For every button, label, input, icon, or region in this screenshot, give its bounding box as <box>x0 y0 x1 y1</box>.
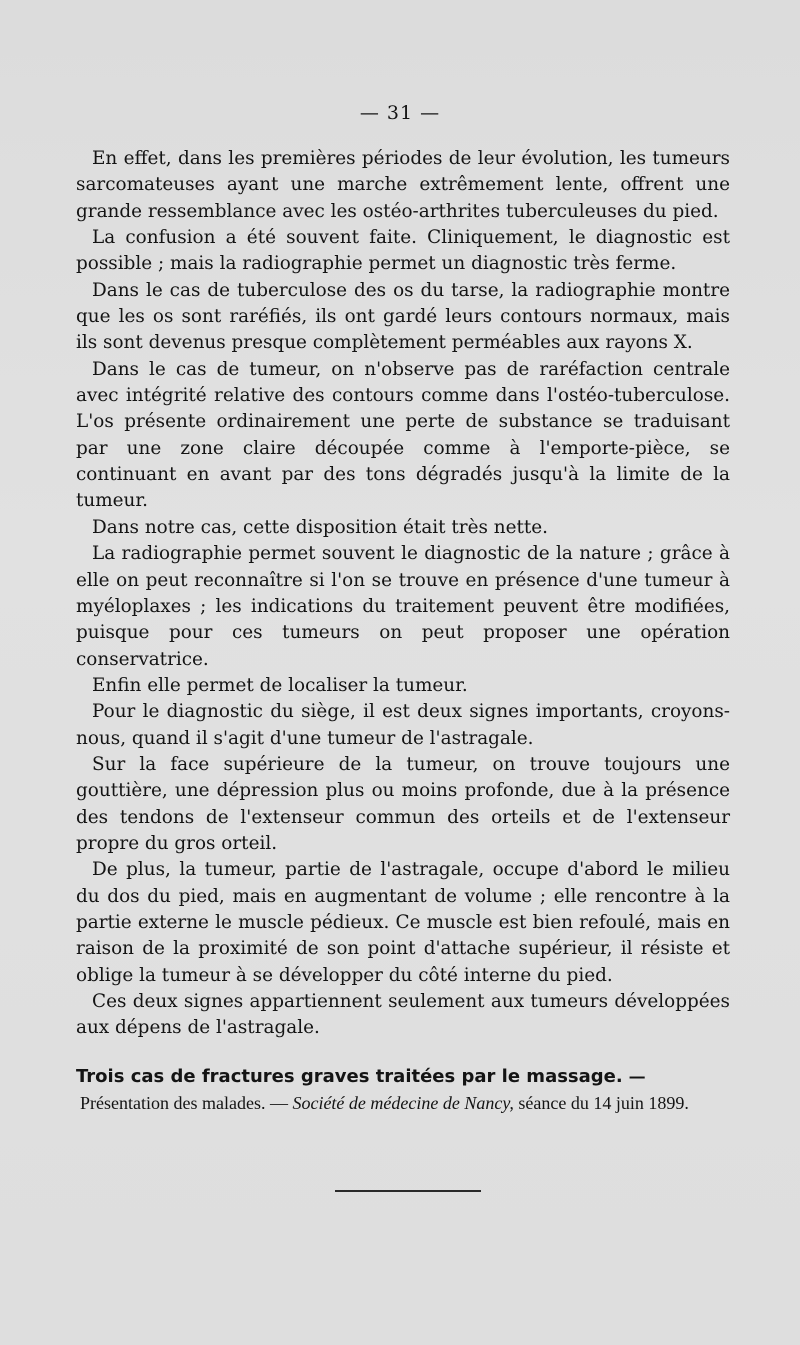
paragraph: Ces deux signes appartiennent seulement aux tumeurs développées aux dépens de l'astragale. <box>76 991 730 1039</box>
paragraph: En effet, dans les premières périodes de leur évolution, les tumeurs sarcomateuses ayant une marche extrêmement lente, offrent une grande ressemblance avec les ostéo-arthrites tuberculeuses du pied. <box>76 148 730 222</box>
paragraph: Pour le diagnostic du siège, il est deux signes importants, croyons-nous, quand il s'agit d'une tumeur de l'astragale. <box>76 701 730 749</box>
paragraph: De plus, la tumeur, partie de l'astragale, occupe d'abord le milieu du dos du pied, mais en augmentant de volume ; elle rencontre à la partie externe le muscle pédieux. Ce muscle est bien refoulé, mais en raison de la proximité de son point d'attache supérieur, il résiste et oblige la tumeur à se développer du côté interne du pied. <box>76 859 730 986</box>
paragraph: La radiographie permet souvent le diagnostic de la nature ; grâce à elle on peut reconnaître si l'on se trouve en présence d'une tumeur à myéloplaxes ; les indications du traitement peuvent être modifiées, puisque pour ces tumeurs on peut proposer une opération conservatrice. <box>76 543 730 670</box>
paragraph: Dans notre cas, cette disposition était très nette. <box>92 516 548 538</box>
paragraph: Enfin elle permet de localiser la tumeur. <box>92 674 468 696</box>
paragraph: La confusion a été souvent faite. Cliniquement, le diagnostic est possible ; mais la radiographie permet un diagnostic très ferme. <box>76 227 730 275</box>
paragraph: Dans le cas de tuberculose des os du tarse, la radiographie montre que les os sont raréfiés, ils ont gardé leurs contours normaux, mais ils sont devenus presque complètement perméables aux rayons X. <box>76 279 730 354</box>
society-name: Société de médecine de Nancy, <box>292 1093 514 1113</box>
publication-title: Trois cas de fractures graves traitées par le massage. <box>76 1066 623 1087</box>
paragraph: Dans le cas de tumeur, on n'observe pas de raréfaction centrale avec intégrité relative des contours comme dans l'ostéo-tuberculose. L'os présente ordinairement une perte de substance se traduisant par une zone claire découpée comme à l'emporte-pièce, se continuant en avant par des tons dégradés jusqu'à la limite de la tumeur. <box>76 358 730 512</box>
publication-note <box>76 1064 730 1116</box>
publication-details <box>76 1090 730 1116</box>
title-separator: — <box>622 1067 646 1087</box>
separator-rule <box>335 1190 481 1192</box>
publication-details-start: Présentation des malades. — <box>80 1093 293 1113</box>
page-number: — 31 — <box>359 102 441 124</box>
paragraph: Sur la face supérieure de la tumeur, on trouve toujours une gouttière, une dépression plus ou moins profonde, due à la présence des tendons de l'extenseur commun des orteils et de l'extenseur propre du gros orteil. <box>76 753 730 854</box>
body-text <box>76 146 730 1042</box>
publication-date: séance du 14 juin 1899. <box>513 1093 689 1113</box>
